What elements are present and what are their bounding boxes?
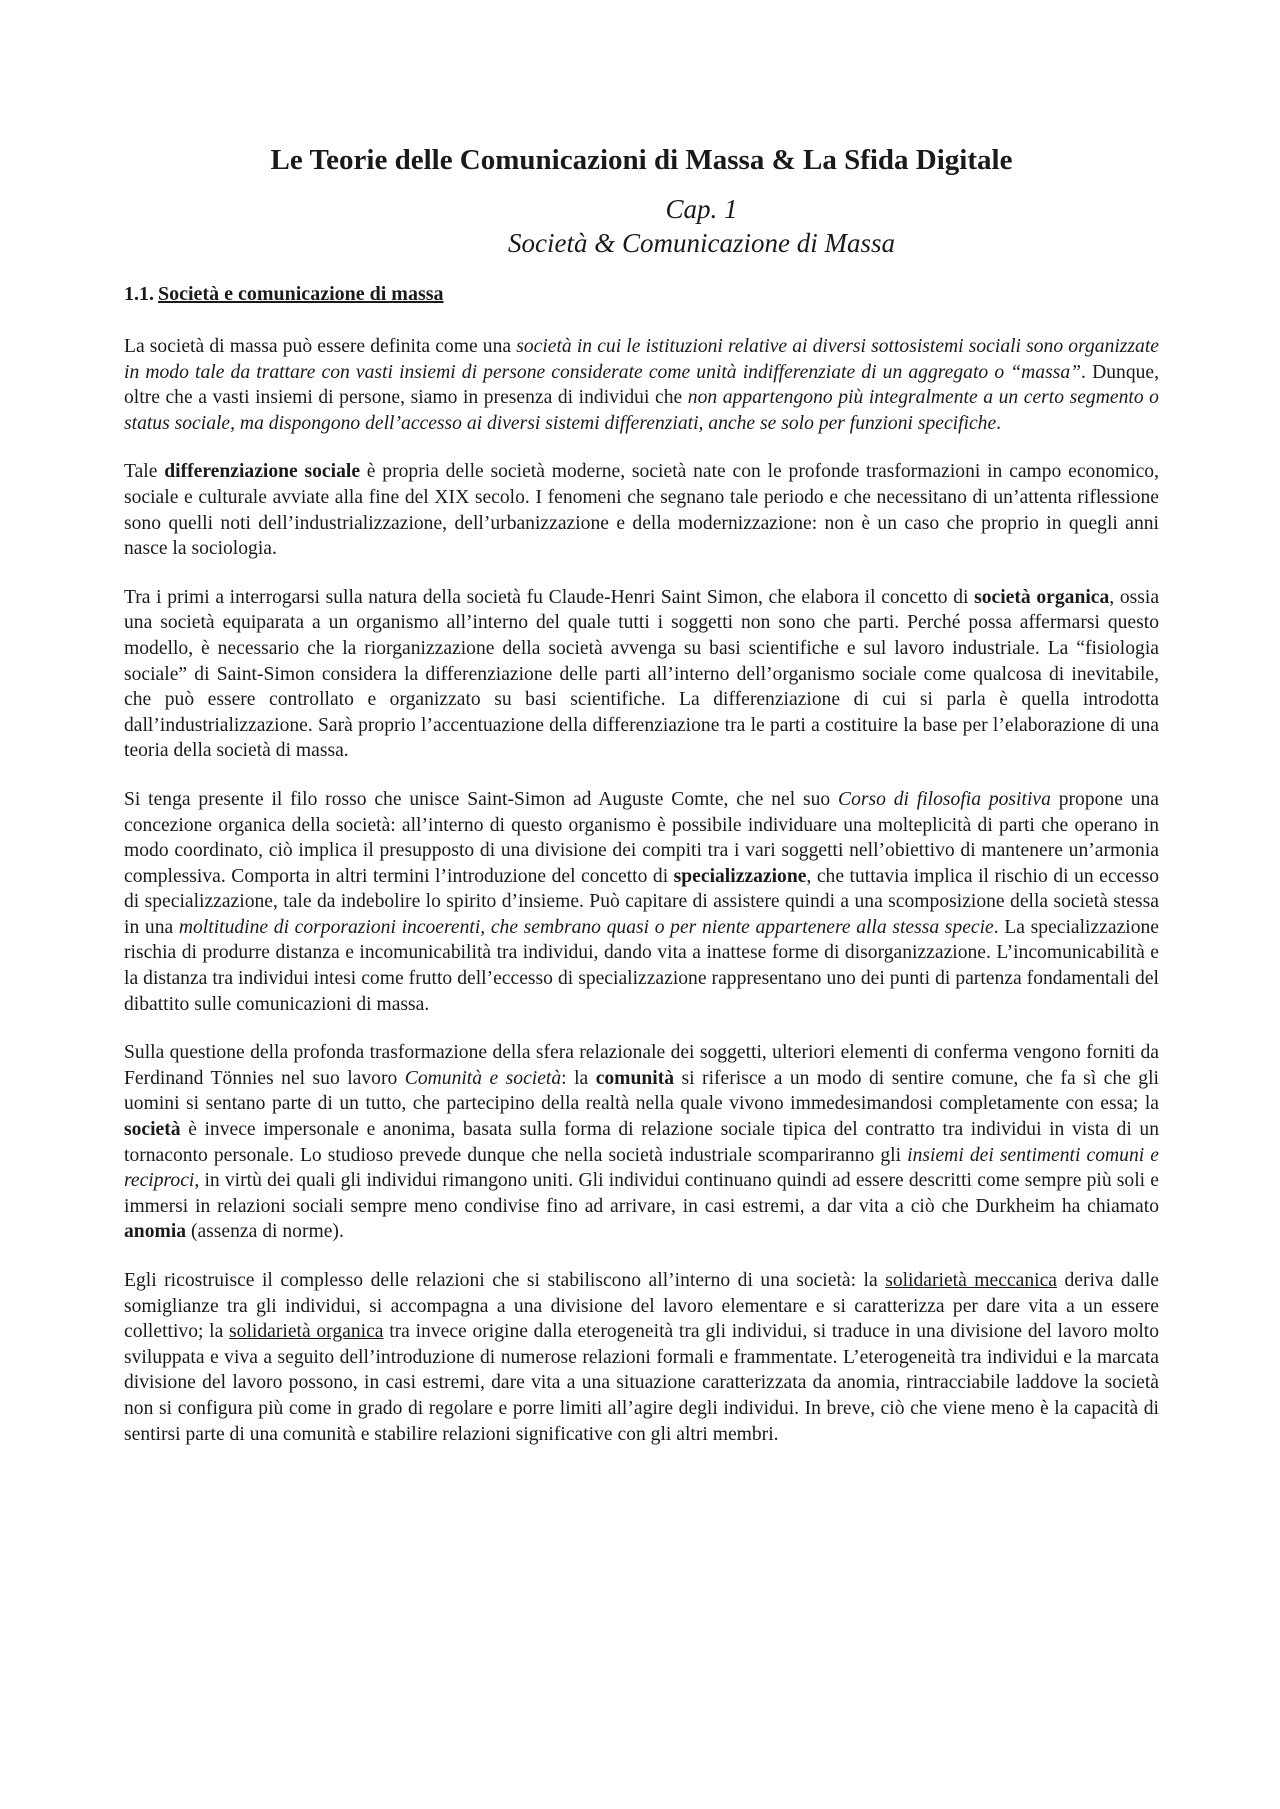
text-run: solidarietà meccanica — [885, 1270, 1057, 1291]
text-run: differenziazione sociale — [164, 461, 361, 483]
text-run: . — [996, 412, 1002, 434]
text-run: . Dunque, oltre che a vasti insiemi di persone, siamo in presenza di individui che — [124, 361, 1160, 409]
text-run: (assenza di norme). — [186, 1221, 344, 1243]
text-run: Si tenga presente il filo rosso che unisce Saint-Simon ad Auguste Comte, che nel suo — [124, 788, 839, 810]
text-run: propone una concezione organica della società: all’interno di questo organismo è possibile individuare una molteplicità di parti che operano in modo coordinato, ciò implica il presupposto di una divisione dei compiti tra i vari soggetti nell’obiettivo di mantenere un’armonia complessiva. Comporta in altri termini l’introduzione del concetto di — [124, 788, 1159, 887]
text-run: Tale — [124, 461, 165, 483]
paragraph — [124, 1268, 1159, 1447]
text-run: insiemi dei sentimenti comuni e reciproci — [124, 1144, 1159, 1192]
text-run: Tra i primi a interrogarsi sulla natura della società fu Claude-Henri Saint Simon, che elabora il concetto di — [124, 586, 975, 608]
text-run: , in virtù dei quali gli individui rimangono uniti. Gli individui continuano quindi ad essere descritti come sempre più soli e immersi in relazioni sociali sempre meno condivise fino ad arrivare, in casi estremi, a dar vita a ciò che Durkheim ha chiamato — [124, 1170, 1159, 1217]
chapter-label: Cap. 1 — [665, 194, 738, 224]
paragraph — [124, 1040, 1159, 1245]
text-run: è propria delle società moderne, società nate con le profonde trasformazioni in campo economico, sociale e culturale avviate alla fine del XIX secolo. I fenomeni che segnano tale periodo e che necessitano di un’attenta riflessione sono quelli noti dell’industrializzazione, dell’urbanizzazione e della modernizzazione: non è un caso che proprio in quegli anni nasce la sociologia. — [124, 461, 1159, 560]
text-run: è invece impersonale e anonima, basata sulla forma di relazione sociale tipica del contratto tra individui in vista di un tornaconto personale. Lo studioso prevede dunque che nella società industriale scompariranno gli — [124, 1119, 1159, 1166]
text-run: specializzazione — [673, 865, 807, 887]
text-run: . La specializzazione rischia di produrre distanza e incomunicabilità tra individui, dando vita a inattese forme di disorganizzazione. L’incomunicabilità e la distanza tra individui intesi come frutto dell’eccesso di specializzazione rappresentano uno dei punti di partenza fondamentali del dibattito sulle comunicazioni di massa. — [124, 916, 1160, 1015]
text-run: Egli ricostruisce il complesso delle relazioni che si stabiliscono all’interno di una società: la — [124, 1270, 886, 1291]
text-run: non appartengono più integralmente a un certo segmento o status sociale, ma dispongono dell’accesso ai diversi sistemi differenziati, anche se solo per funzioni specifiche — [124, 387, 1159, 434]
section-title: Società e comunicazione di massa — [158, 283, 444, 305]
text-run: Comunità e società — [404, 1067, 562, 1089]
paragraph — [124, 334, 1159, 436]
text-run: comunità — [595, 1067, 675, 1089]
chapter-heading — [124, 192, 1159, 260]
text-run: , che tuttavia implica il rischio di un eccesso di specializzazione, tale da indebolire lo spirito d’insieme. Può capitare di assistere quindi a una scomposizione della società stessa in una — [124, 865, 1160, 938]
text-run: deriva dalle somiglianze tra gli individui, si accompagna a una divisione del lavoro elementare e si caratterizza per dare vita a un essere collettivo; la — [124, 1270, 1160, 1343]
text-run: anomia — [124, 1221, 187, 1243]
paragraph — [124, 459, 1159, 561]
text-run: : la — [561, 1067, 596, 1089]
text-run: società organica — [974, 586, 1110, 608]
section-heading — [124, 280, 1159, 308]
chapter-title: Società & Comunicazione di Massa — [508, 228, 895, 258]
document-title: Le Teorie delle Comunicazioni di Massa & La Sfida Digitale — [270, 144, 1013, 176]
section-number: 1.1. — [124, 283, 154, 305]
text-run: , ossia una società equiparata a un organismo all’interno del quale tutti i soggetti non sono che parti. Perché possa affermarsi questo modello, è necessario che la riorganizzazione della società avvenga su basi scientifiche e sul lavoro industriale. La “fisiologia sociale” di Saint-Simon considera la differenziazione delle parti all’interno dell’organismo sociale come qualcosa di inevitabile, che può essere controllato e organizzato su basi scientifiche. La differenziazione di cui si parla è quella introdotta dall’industrializzazione. Sarà proprio l’accentuazione della differenziazione tra le parti a costituire la base per l’elaborazione di una teoria della società di massa. — [124, 586, 1160, 762]
text-run: Sulla questione della profonda trasformazione della sfera relazionale dei soggetti, ulteriori elementi di conferma vengono forniti da Ferdinand Tönnies nel suo lavoro — [124, 1042, 1159, 1089]
text-run: Corso di filosofia positiva — [838, 788, 1051, 810]
text-run: solidarietà organica — [229, 1321, 384, 1343]
paragraph — [124, 787, 1159, 1017]
document-page — [124, 140, 1159, 1447]
text-run: La società di massa può essere definita come una — [124, 336, 517, 357]
text-run: società — [124, 1119, 181, 1141]
paragraph — [124, 585, 1159, 764]
text-run: tra invece origine dalla eterogeneità tra gli individui, si traduce in una divisione del lavoro molto sviluppata e viva a seguito dell’introduzione di numerose relazioni formali e frammentate. L’eterogeneità tra individui e la marcata divisione del lavoro possono, in casi estremi, dare vita a una situazione caratterizzata da anomia, rintracciabile laddove la società non si configura più come in grado di regolare e porre limiti all’agire degli individui. In breve, ciò che viene meno è la capacità di sentirsi parte di una comunità e stabilire relazioni significative con gli altri membri. — [124, 1321, 1159, 1445]
text-run: si riferisce a un modo di sentire comune, che fa sì che gli uomini si sentano parte di un tutto, che partecipino della realtà nella quale vivono immedesimandosi completamente con essa; la — [124, 1067, 1159, 1115]
text-run: moltitudine di corporazioni incoerenti, che sembrano quasi o per niente appartenere alla stessa specie — [178, 916, 994, 938]
text-run: società in cui le istituzioni relative ai diversi sottosistemi sociali sono organizzate in modo tale da trattare con vasti insiemi di persone considerate come unità indifferenziate di un aggregato o “massa” — [124, 336, 1159, 383]
